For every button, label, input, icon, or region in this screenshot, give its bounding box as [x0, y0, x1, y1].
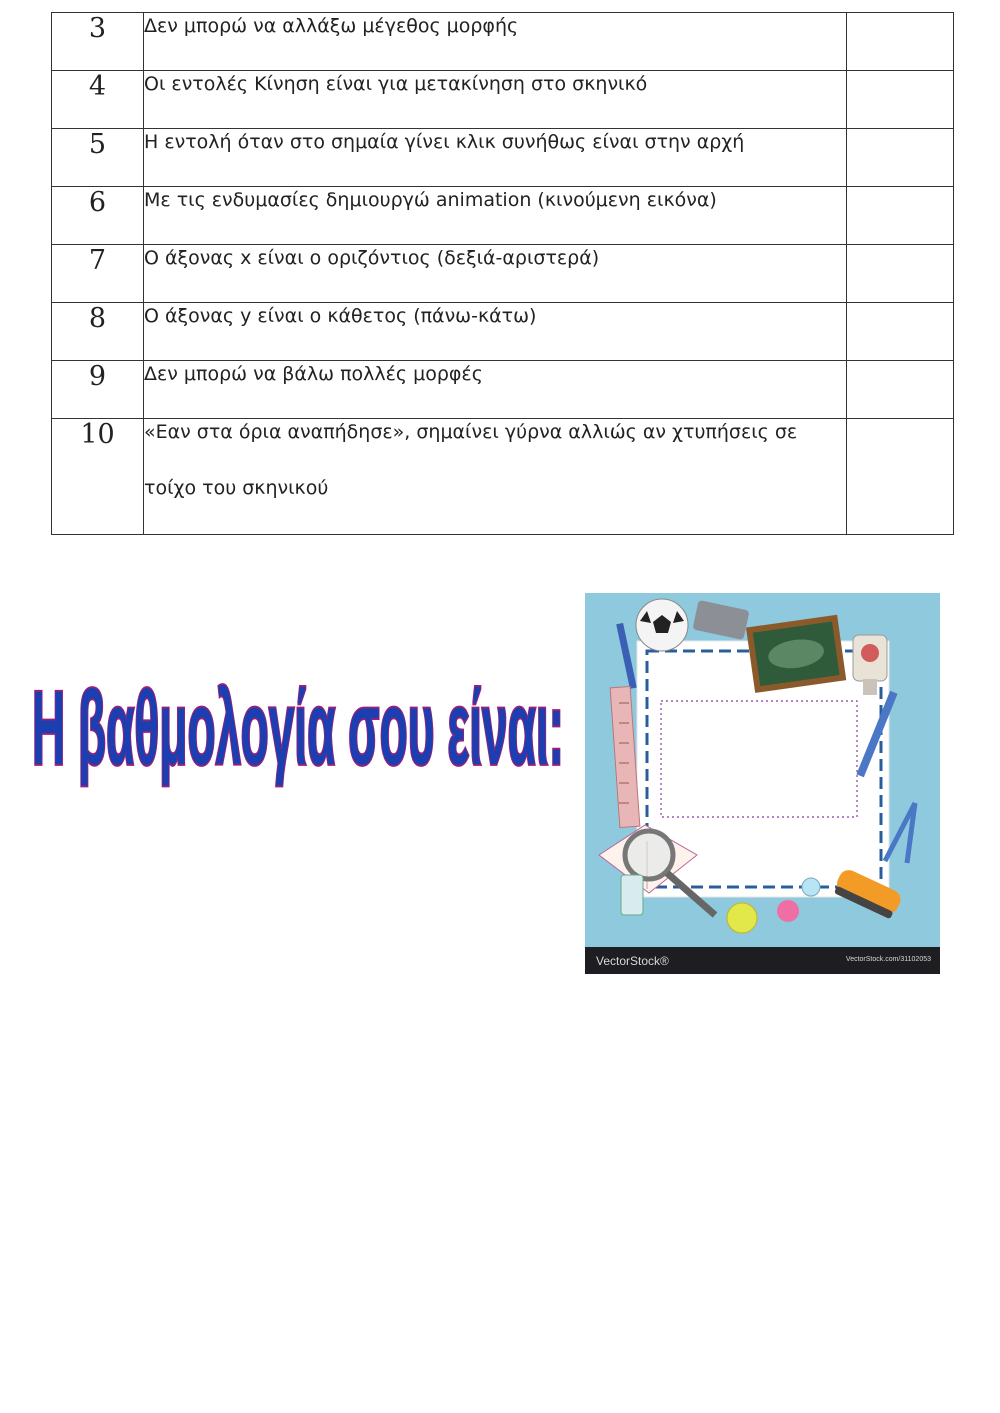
statement-line: τοίχο του σκηνικού: [144, 477, 329, 499]
statement-line: Με τις ενδυμασίες δημιουργώ animation (κινούμενη εικόνα): [144, 189, 717, 211]
table-row: [52, 361, 954, 419]
statement: [144, 419, 847, 535]
true-false-table: [51, 12, 954, 535]
answer-cell[interactable]: [847, 13, 954, 71]
statement-line: «Εαν στα όρια αναπήδησε», σημαίνει γύρνα αλλιώς αν χτυπήσεις σε: [144, 421, 798, 443]
statement-line: Δεν μπορώ να βάλω πολλές μορφές: [144, 363, 483, 385]
table-row: [52, 129, 954, 187]
sharpener-icon: [621, 875, 643, 915]
soccer-ball-icon: [636, 599, 688, 651]
statement-line: Η εντολή όταν στο σημαία γίνει κλικ συνήθως είναι στην αρχή: [144, 131, 745, 153]
vectorstock-url: VectorStock.com/31102053: [845, 956, 931, 963]
table-row: [52, 419, 954, 535]
table-row: [52, 13, 954, 71]
frame-illustration: [585, 593, 940, 974]
marble-icon: [802, 878, 820, 896]
tennis-ball-icon: [727, 903, 757, 933]
statement: [144, 245, 847, 303]
row-number: 5: [52, 129, 144, 187]
statement-line: Ο άξονας x είναι ο οριζόντιος (δεξιά-αριστερά): [144, 247, 600, 269]
row-number: 4: [52, 71, 144, 129]
row-number: 3: [52, 13, 144, 71]
statement: [144, 361, 847, 419]
statement-line: Δεν μπορώ να αλλάξω μέγεθος μορφής: [144, 15, 519, 37]
statement-line: Ο άξονας y είναι ο κάθετος (πάνω-κάτω): [144, 305, 537, 327]
table-row: [52, 71, 954, 129]
vectorstock-logo: VectorStock®: [596, 954, 669, 968]
statement: [144, 303, 847, 361]
answer-cell[interactable]: [847, 303, 954, 361]
row-number: 9: [52, 361, 144, 419]
answer-cell[interactable]: [847, 419, 954, 535]
row-number: 8: [52, 303, 144, 361]
eraser-icon: [692, 600, 749, 640]
table-row: [52, 187, 954, 245]
pen-icon: [616, 623, 637, 689]
answer-cell[interactable]: [847, 71, 954, 129]
answer-cell[interactable]: [847, 361, 954, 419]
table-row: [52, 303, 954, 361]
row-number: 10: [52, 419, 144, 535]
statement: [144, 71, 847, 129]
answer-cell[interactable]: [847, 245, 954, 303]
row-number: 7: [52, 245, 144, 303]
score-title-text: Η βαθμολογία σου είναι:: [32, 670, 564, 788]
image-footer: [585, 947, 940, 974]
ruler-icon: [610, 686, 640, 827]
statement: [144, 187, 847, 245]
school-supplies-frame-image: [585, 593, 940, 974]
statement: [144, 129, 847, 187]
score-title: [32, 668, 572, 798]
chalkboard-icon: [746, 615, 846, 693]
statement-line: Οι εντολές Κίνηση είναι για μετακίνηση στο σκηνικό: [144, 73, 648, 95]
pink-ball-icon: [777, 900, 799, 922]
answer-cell[interactable]: [847, 129, 954, 187]
row-number: 6: [52, 187, 144, 245]
table-row: [52, 245, 954, 303]
answer-cell[interactable]: [847, 187, 954, 245]
statement: [144, 13, 847, 71]
